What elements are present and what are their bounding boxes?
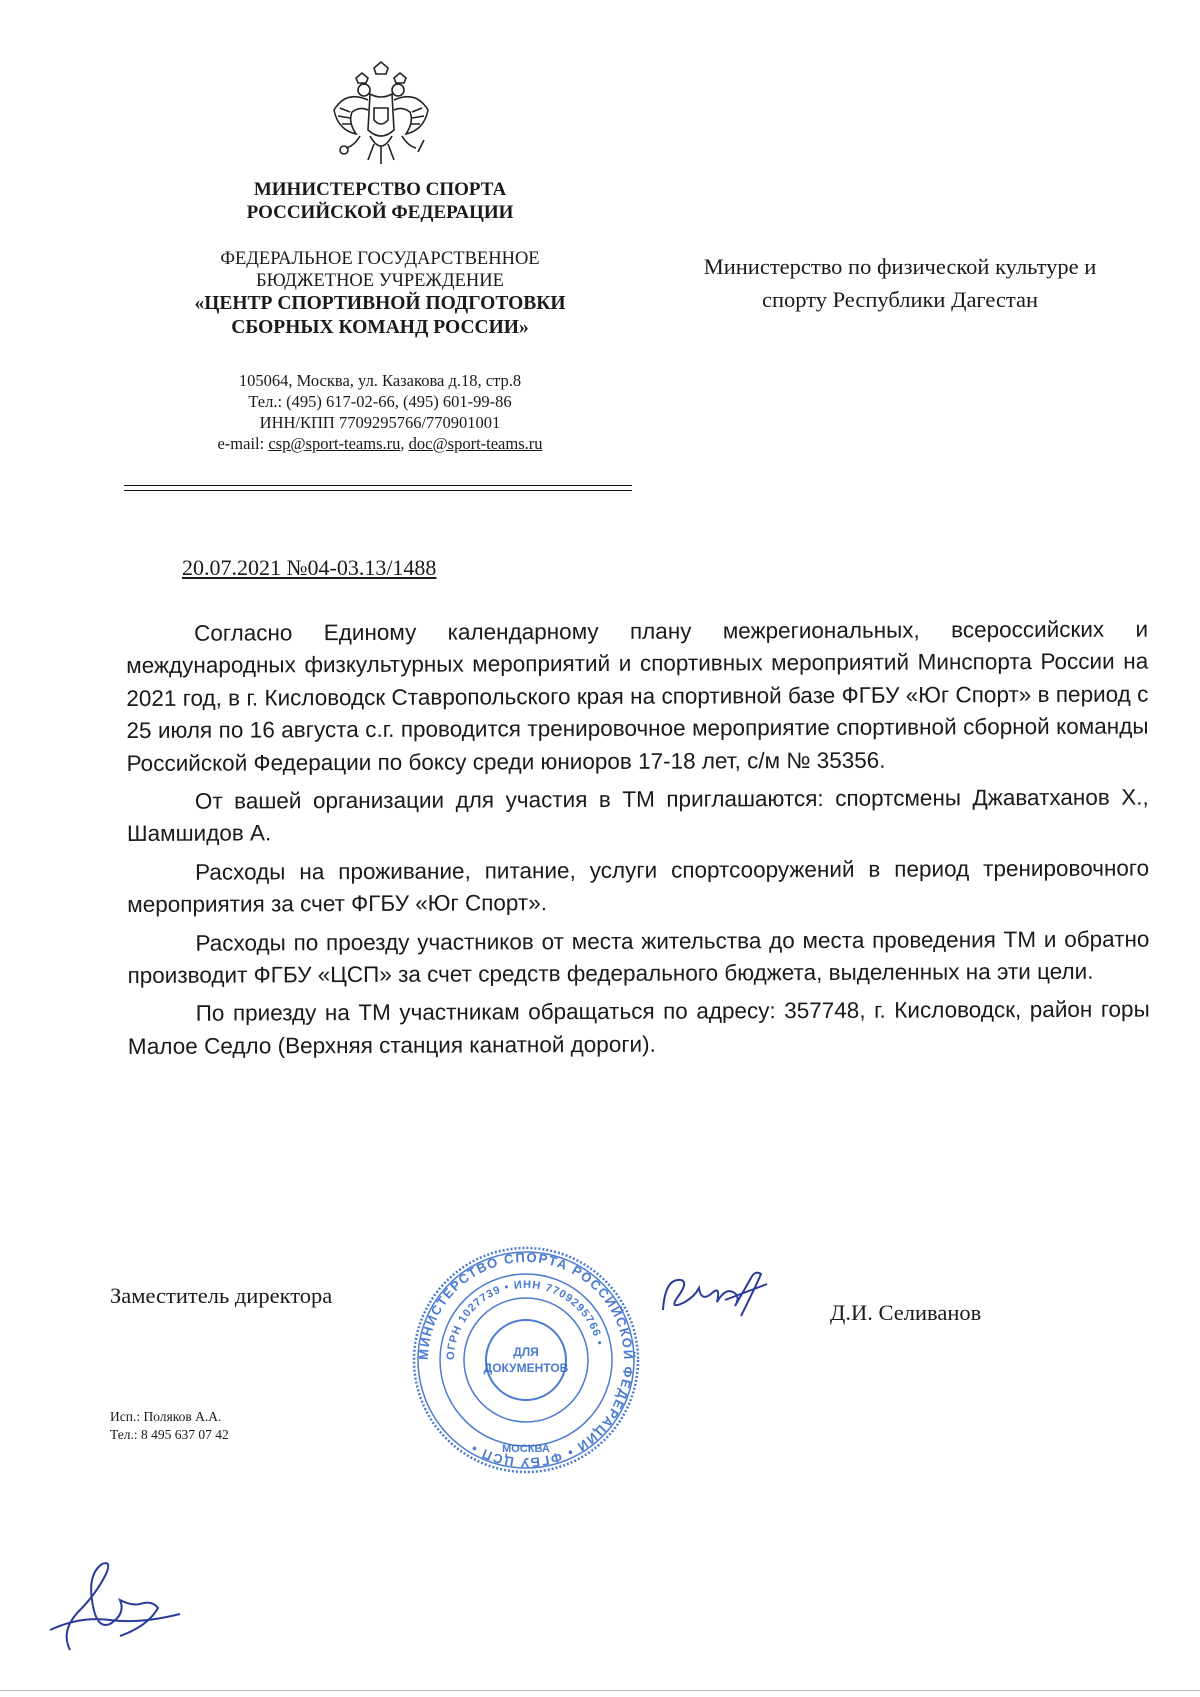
org-address: 105064, Москва, ул. Казакова д.18, стр.8 <box>238 371 522 390</box>
svg-text:МИНИСТЕРСТВО СПОРТА РОССИЙСКОЙ: МИНИСТЕРСТВО СПОРТА РОССИЙСКОЙ ФЕДЕРАЦИИ • ФГБУ ЦСП • <box>415 1249 637 1471</box>
official-stamp <box>406 1240 646 1480</box>
body-paragraph-4: Расходы по проезду участников от места жительства до места проведения ТМ и обратно производит ФГБУ «ЦСП» за счет средств федерального бюджета, выделенных на эти цели. <box>127 926 1150 989</box>
addressee-line-2: спорту Республики Дагестан <box>761 287 1039 312</box>
svg-text:МОСКВА: МОСКВА <box>502 1443 550 1455</box>
org-phone: Тел.: (495) 617-02-66, (495) 601-99-86 <box>248 392 512 411</box>
email-link-1[interactable]: csp@sport-teams.ru <box>268 434 401 453</box>
signatory-position: Заместитель директора <box>110 1283 333 1308</box>
svg-text:ДОКУМЕНТОВ: ДОКУМЕНТОВ <box>483 1361 569 1375</box>
email-label: e-mail: <box>217 434 269 453</box>
signatory-name: Д.И. Селиванов <box>830 1300 982 1325</box>
body-paragraph-1: Согласно Единому календарному плану межрегиональных, всероссийских и международных физкультурных мероприятий и спортивных мероприятий Минспорта России на 2021 год, в г. Кисловодск Ставропольского края на спортивной базе ФГБУ «Юг Спорт» в период с 25 июля по 16 августа с.г. проводится тренировочное мероприятие спортивной сборной команды Российской Федерации по боксу среди юниоров 17-18 лет, с/м № 35356. <box>126 616 1149 776</box>
coat-of-arms-icon <box>326 60 436 178</box>
email-link-2[interactable]: doc@sport-teams.ru <box>408 434 543 453</box>
body-paragraph-5: По приезду на ТМ участникам обращаться по адресу: 357748, г. Кисловодск, район горы Малое Седло (Верхняя станция канатной дороги). <box>127 997 1150 1059</box>
body-paragraph-2: От вашей организации для участия в ТМ приглашаются: спортсмены Джаватханов Х., Шамшидов А. <box>126 784 1149 847</box>
executor-phone: Тел.: 8 495 637 07 42 <box>110 1427 229 1442</box>
initials-signature <box>40 1540 190 1660</box>
org-line-3: «ЦЕНТР СПОРТИВНОЙ ПОДГОТОВКИ <box>194 293 566 314</box>
org-line-4: СБОРНЫХ КОМАНД РОССИИ» <box>231 317 529 338</box>
org-line-1: ФЕДЕРАЛЬНОЕ ГОСУДАРСТВЕННОЕ <box>220 249 540 269</box>
executor-info <box>110 1408 229 1444</box>
contact-block <box>130 370 630 454</box>
addressee <box>640 250 1160 316</box>
org-email <box>130 433 630 454</box>
page-bottom-edge <box>0 1690 1200 1691</box>
letter-body <box>126 614 1150 1070</box>
email-separator: , <box>400 434 409 453</box>
ministry-name <box>190 178 570 224</box>
ministry-line-2: РОССИЙСКОЙ ФЕДЕРАЦИИ <box>246 202 514 223</box>
registration-number: 20.07.2021 №04-03.13/1488 <box>182 555 437 580</box>
letterhead-divider-second <box>124 490 632 491</box>
letterhead-divider <box>124 485 632 486</box>
org-inn: ИНН/КПП 7709295766/770901001 <box>259 413 501 432</box>
executor-name: Исп.: Поляков А.А. <box>110 1409 222 1424</box>
svg-text:ДЛЯ: ДЛЯ <box>513 1345 539 1359</box>
svg-text:ОГРН 1027739 • ИНН 7709295766: ОГРН 1027739 • ИНН 7709295766 • <box>444 1278 606 1361</box>
body-paragraph-3: Расходы на проживание, питание, услуги спортсооружений в период тренировочного мероприятия за счет ФГБУ «Юг Спорт». <box>127 855 1150 918</box>
addressee-line-1: Министерство по физической культуре и <box>703 254 1097 279</box>
director-signature <box>655 1258 775 1328</box>
org-line-2: БЮДЖЕТНОЕ УЧРЕЖДЕНИЕ <box>256 271 504 291</box>
organization-name <box>140 248 620 340</box>
ministry-line-1: МИНИСТЕРСТВО СПОРТА <box>253 179 507 200</box>
